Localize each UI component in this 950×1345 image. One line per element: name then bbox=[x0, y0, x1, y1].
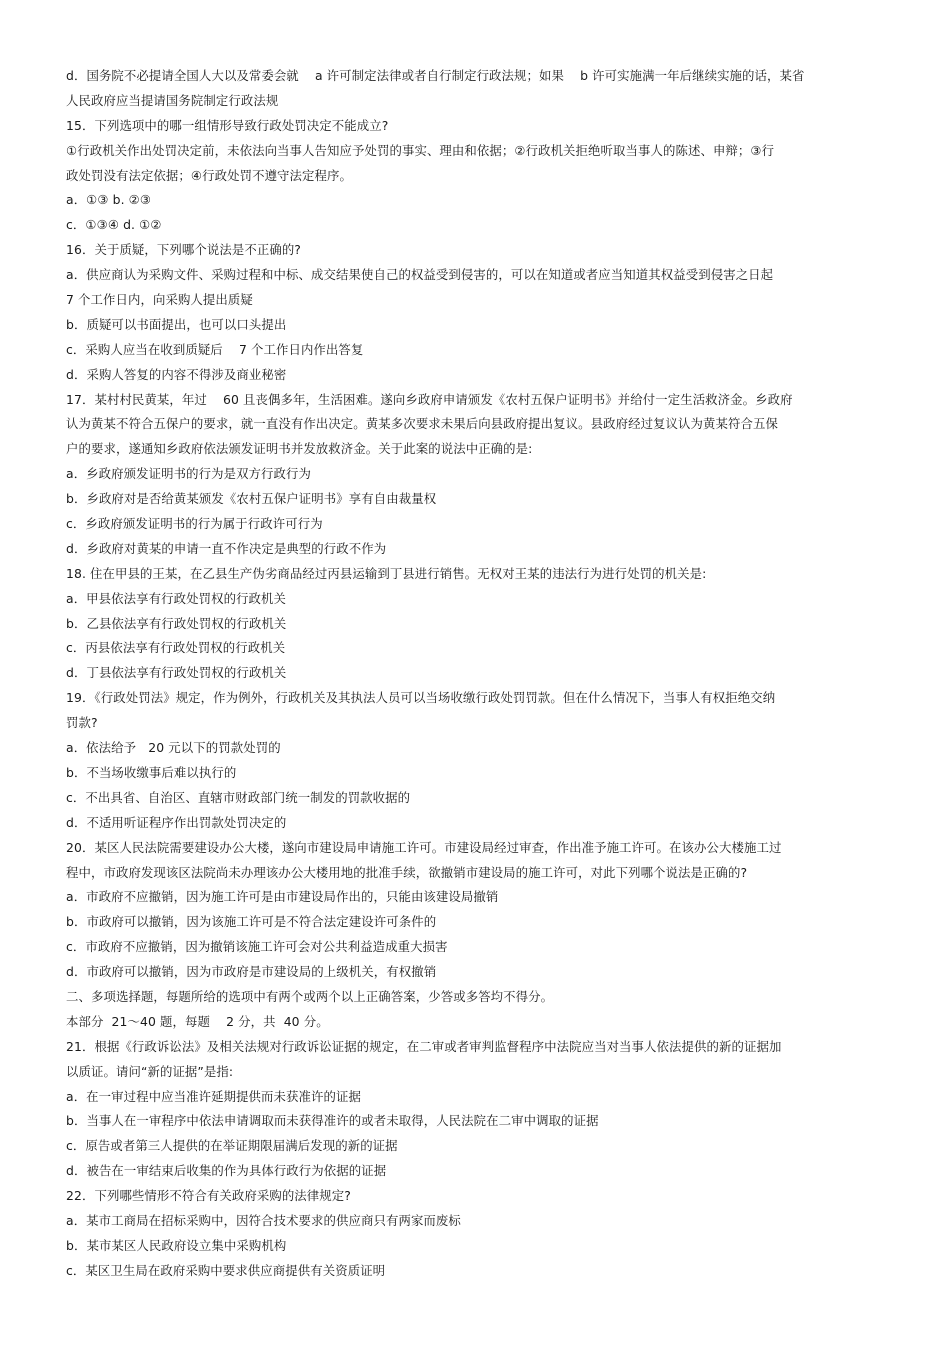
section-scoring-note: 本部分 21～40 题，每题 2 分，共 40 分。 bbox=[66, 1013, 329, 1029]
question-16-option-a: a．供应商认为采购文件、采购过程和中标、成交结果使自己的权益受到侵害的，可以在知道或者应当知道其权益受到侵害之日起 bbox=[66, 267, 774, 283]
question-17-option-d: d．乡政府对黄某的申请一直不作决定是典型的行政不作为 bbox=[66, 540, 387, 556]
question-15: 15．下列选项中的哪一组情形导致行政处罚决定不能成立? bbox=[66, 117, 389, 133]
question-18-option-d: d．丁县依法享有行政处罚权的行政机关 bbox=[66, 665, 287, 681]
question-22-option-b: b．某市某区人民政府设立集中采购机构 bbox=[66, 1237, 287, 1253]
question-18: 18. 住在甲县的王某，在乙县生产伪劣商品经过丙县运输到丁县进行销售。无权对王某的违法行为进行处罚的机关是: bbox=[66, 565, 707, 581]
question-15-options-cd: c．①③④ d. ①② bbox=[66, 217, 162, 233]
question-19-cont: 罚款? bbox=[66, 715, 98, 731]
text-line-q14-d-cont: 人民政府应当提请国务院制定行政法规 bbox=[66, 92, 279, 108]
question-19-option-b: b．不当场收缴事后难以执行的 bbox=[66, 764, 237, 780]
question-22-option-c: c．某区卫生局在政府采购中要求供应商提供有关资质证明 bbox=[66, 1262, 386, 1278]
question-20-option-d: d．市政府可以撤销，因为市政府是市建设局的上级机关，有权撤销 bbox=[66, 964, 437, 980]
question-21-option-d: d．被告在一审结束后收集的作为具体行政行为依据的证据 bbox=[66, 1163, 387, 1179]
question-19-option-c: c．不出具省、自治区、直辖市财政部门统一制发的罚款收据的 bbox=[66, 789, 411, 805]
question-15-body-cont: 政处罚没有法定依据；④行政处罚不遵守法定程序。 bbox=[66, 167, 353, 183]
question-15-body: ①行政机关作出处罚决定前，未依法向当事人告知应予处罚的事实、理由和依据；②行政机关拒绝听取当事人的陈述、申辩；③行 bbox=[66, 142, 775, 158]
question-17-option-b: b．乡政府对是否给黄某颁发《农村五保户证明书》享有自由裁量权 bbox=[66, 491, 437, 507]
question-20-cont: 程中，市政府发现该区法院尚未办理该办公大楼用地的批准手续，欲撤销市建设局的施工许可，对此下列哪个说法是正确的? bbox=[66, 864, 748, 880]
question-21-option-a: a．在一审过程中应当准许延期提供而未获准许的证据 bbox=[66, 1088, 361, 1104]
question-16-option-c: c．采购人应当在收到质疑后 7 个工作日内作出答复 bbox=[66, 341, 364, 357]
question-18-option-b: b．乙县依法享有行政处罚权的行政机关 bbox=[66, 615, 287, 631]
document-page bbox=[66, 64, 886, 1284]
question-16-option-a-cont: 7 个工作日内，向采购人提出质疑 bbox=[66, 292, 253, 308]
question-16: 16．关于质疑，下列哪个说法是不正确的? bbox=[66, 242, 301, 258]
question-16-option-d: d．采购人答复的内容不得涉及商业秘密 bbox=[66, 366, 287, 382]
question-22-option-a: a．某市工商局在招标采购中，因符合技术要求的供应商只有两家而废标 bbox=[66, 1212, 461, 1228]
question-19-option-d: d．不适用听证程序作出罚款处罚决定的 bbox=[66, 814, 287, 830]
question-17: 17．某村村民黄某，年过 60 且丧偶多年，生活困难。遂向乡政府申请颁发《农村五保户证明书》并给付一定生活救济金。乡政府 bbox=[66, 391, 793, 407]
question-19: 19．《行政处罚法》规定，作为例外，行政机关及其执法人员可以当场收缴行政处罚罚款。但在什么情况下，当事人有权拒绝交纳 bbox=[66, 690, 776, 706]
question-21-cont: 以质证。请问“新的证据”是指: bbox=[66, 1063, 234, 1079]
question-17-cont-1: 认为黄某不符合五保户的要求，就一直没有作出决定。黄某多次要求未果后向县政府提出复议。县政府经过复议认为黄某符合五保 bbox=[66, 416, 778, 432]
question-20: 20．某区人民法院需要建设办公大楼，遂向市建设局申请施工许可。市建设局经过审查，作出准予施工许可。在该办公大楼施工过 bbox=[66, 839, 782, 855]
text-line-q14-d: d．国务院不必提请全国人大以及常委会就 a 许可制定法律或者自行制定行政法规；如果 b 许可实施满一年后继续实施的话，某省 bbox=[66, 68, 805, 83]
question-17-option-c: c．乡政府颁发证明书的行为属于行政许可行为 bbox=[66, 516, 323, 532]
question-20-option-c: c．市政府不应撤销，因为撤销该施工许可会对公共利益造成重大损害 bbox=[66, 939, 448, 955]
section-heading-multiple-choice: 二、多项选择题，每题所给的选项中有两个或两个以上正确答案，少答或多答均不得分。 bbox=[66, 988, 554, 1004]
question-15-options-ab: a．①③ b. ②③ bbox=[66, 192, 152, 208]
question-18-option-a: a．甲县依法享有行政处罚权的行政机关 bbox=[66, 590, 287, 606]
question-16-option-b: b．质疑可以书面提出，也可以口头提出 bbox=[66, 316, 287, 332]
question-22: 22．下列哪些情形不符合有关政府采购的法律规定? bbox=[66, 1188, 351, 1204]
question-20-option-b: b．市政府可以撤销，因为该施工许可是不符合法定建设许可条件的 bbox=[66, 914, 437, 930]
question-21-option-c: c．原告或者第三人提供的在举证期限届满后发现的新的证据 bbox=[66, 1138, 398, 1154]
question-20-option-a: a．市政府不应撤销，因为施工许可是由市建设局作出的，只能由该建设局撤销 bbox=[66, 889, 499, 905]
question-17-cont-2: 户的要求，遂通知乡政府依法颁发证明书并发放救济金。关于此案的说法中正确的是: bbox=[66, 441, 533, 457]
question-21: 21．根据《行政诉讼法》及相关法规对行政诉讼证据的规定，在二审或者审判监督程序中法院应当对当事人依法提供的新的证据加 bbox=[66, 1038, 782, 1054]
question-17-option-a: a．乡政府颁发证明书的行为是双方行政行为 bbox=[66, 466, 312, 482]
question-19-option-a: a．依法给予 20 元以下的罚款处罚的 bbox=[66, 740, 281, 756]
question-18-option-c: c．丙县依法享有行政处罚权的行政机关 bbox=[66, 640, 286, 656]
question-21-option-b: b．当事人在一审程序中依法申请调取而未获得准许的或者未取得，人民法院在二审中调取的证据 bbox=[66, 1113, 599, 1129]
